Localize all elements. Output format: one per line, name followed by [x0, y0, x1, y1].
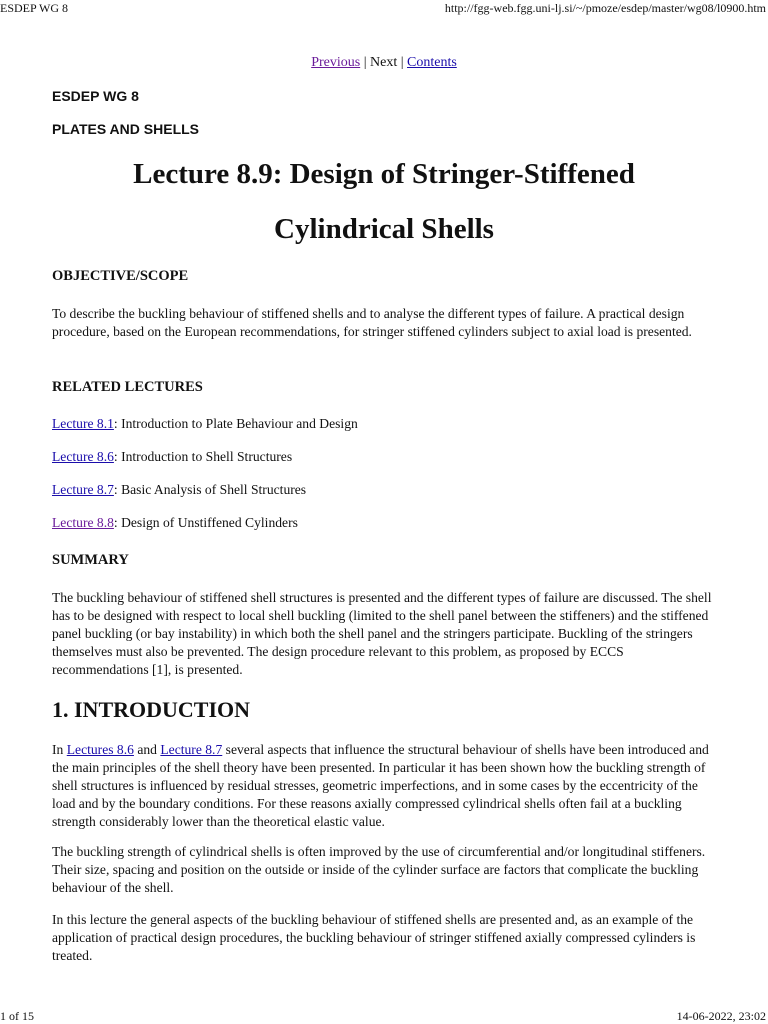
section-label: PLATES AND SHELLS — [52, 121, 200, 137]
related-heading: RELATED LECTURES — [52, 379, 203, 395]
introduction-paragraph-2: The buckling strength of cylindrical shells is often improved by the use of circumferential and/or longitudinal stiffeners. Their size, spacing and position on the outside or inside of the cylinder surface are factors that complicate the buckling behaviour of the shell. — [52, 844, 706, 895]
related-lecture-link[interactable]: Lecture 8.8 — [52, 515, 114, 530]
page-navigation — [0, 55, 768, 71]
lecture-title-line2: Cylindrical Shells — [274, 213, 494, 245]
introduction-paragraph-1: In Lectures 8.6 and Lecture 8.7 several aspects that influence the structural behaviour of shells have been introduced and the main principles of the shell theory have been presented. In particular it has been shown how the buckling strength of shell structures is influenced by residual stresses, geometric imperfections, and in some cases by the eccentricity of the load and by the boundary conditions. For these reasons axially compressed cylindrical shells often fail at a buckling strength considerably lower than the theoretical elastic value. — [52, 742, 709, 829]
related-lecture-text: : Basic Analysis of Shell Structures — [113, 482, 307, 497]
previous-link[interactable]: Previous — [311, 55, 361, 70]
introduction-paragraph-3: In this lecture the general aspects of the buckling behaviour of stiffened shells are presented and, as an example of the application of practical design procedures, the buckling behaviour of stringer stiffened axially compressed cylinders is treated. — [52, 912, 696, 963]
lectures-8-6-link[interactable]: Lectures 8.6 — [66, 742, 134, 757]
related-lecture-item — [52, 515, 712, 531]
introduction-heading: 1. INTRODUCTION — [52, 697, 251, 722]
related-lecture-text: : Design of Unstiffened Cylinders — [113, 515, 298, 530]
related-lecture-text: : Introduction to Plate Behaviour and Design — [113, 416, 358, 431]
contents-link[interactable]: Contents — [407, 55, 457, 70]
nav-separator-next: | Next | — [360, 55, 408, 70]
browser-header-url: http://fgg-web.fgg.uni-lj.si/~/pmoze/esdep/master/wg08/l0900.htm — [444, 1, 766, 15]
related-lecture-item — [52, 416, 712, 432]
page-counter: 1 of 15 — [0, 1009, 34, 1023]
related-lecture-item — [52, 482, 712, 498]
working-group-label: ESDEP WG 8 — [52, 88, 139, 104]
related-lecture-link[interactable]: Lecture 8.7 — [52, 482, 114, 497]
related-lecture-link[interactable]: Lecture 8.1 — [52, 416, 114, 431]
lecture-8-7-link[interactable]: Lecture 8.7 — [160, 742, 223, 757]
related-lecture-item — [52, 449, 712, 465]
browser-header-title: ESDEP WG 8 — [0, 1, 69, 15]
lecture-title-line1: Lecture 8.9: Design of Stringer-Stiffened — [133, 158, 635, 190]
objective-heading: OBJECTIVE/SCOPE — [52, 268, 189, 284]
objective-text: To describe the buckling behaviour of stiffened shells and to analyse the different types of failure. A practical design procedure, based on the European recommendations, for stringer stiffened cylinders subject to axial load is presented. — [52, 306, 692, 339]
summary-text: The buckling behaviour of stiffened shell structures is presented and the different types of failure are discussed. The shell has to be designed with respect to local shell buckling (limited to the shell panel between the stiffeners) and the stiffened panel buckling (or bay instability) in which both the shell panel and the stringers participate. Buckling of the stringers themselves must also be prevented. The design procedure relevant to this problem, as proposed by ECCS recommendations [1], is presented. — [52, 590, 712, 677]
print-timestamp: 14-06-2022, 23:02 — [676, 1009, 766, 1023]
summary-heading: SUMMARY — [52, 552, 129, 568]
related-lecture-text: : Introduction to Shell Structures — [113, 449, 293, 464]
related-lecture-link[interactable]: Lecture 8.6 — [52, 449, 114, 464]
